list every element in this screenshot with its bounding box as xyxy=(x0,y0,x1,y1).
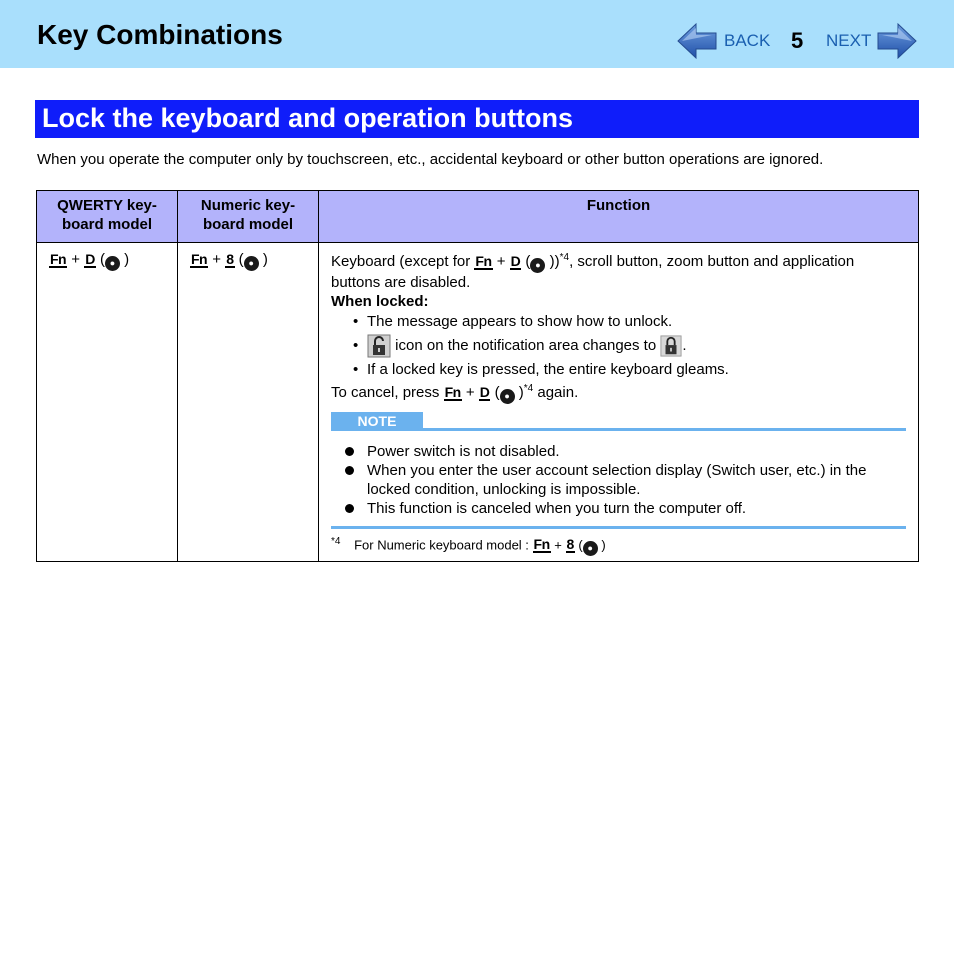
lock-icon: ● xyxy=(530,258,545,273)
locked-bullet-list xyxy=(331,312,906,379)
list-item: Power switch is not disabled. xyxy=(345,442,906,461)
lock-icon: ● xyxy=(105,256,120,271)
key-combination-table xyxy=(36,190,919,562)
when-locked-heading: When locked: xyxy=(331,293,429,310)
list-item: • If a locked key is pressed, the entire keyboard gleams. xyxy=(353,361,729,378)
next-link[interactable]: NEXT xyxy=(826,31,872,50)
fn-key: Fn xyxy=(444,384,461,400)
lock-icon: ● xyxy=(583,541,598,556)
next-arrow-icon[interactable] xyxy=(876,22,918,60)
note-bottom-divider xyxy=(331,526,906,529)
fn-key: Fn xyxy=(191,251,208,267)
note-label: NOTE xyxy=(331,412,423,431)
fn-key: Fn xyxy=(50,251,67,267)
keyboard-unlocked-icon xyxy=(367,334,391,358)
qwerty-combo: Fn + D ( ● ) xyxy=(37,243,178,562)
section-heading-bar xyxy=(35,100,919,138)
fn-key: Fn xyxy=(475,253,492,269)
page-title: Key Combinations xyxy=(37,19,283,50)
eight-key: 8 xyxy=(566,536,574,553)
lock-icon: ● xyxy=(500,389,515,404)
note-header xyxy=(331,412,906,442)
section-title: Lock the keyboard and operation buttons xyxy=(42,103,574,133)
header-qwerty: QWERTY key- board model xyxy=(37,191,178,243)
function-description: Keyboard (except for Fn + D ( ● ))$^{*4}$, scroll button, zoom button and application buttons are disabled. xyxy=(331,252,855,291)
header-numeric: Numeric key- board model xyxy=(178,191,319,243)
table-row xyxy=(37,243,919,562)
d-key: D xyxy=(85,251,95,267)
table-header-row xyxy=(37,191,919,243)
numeric-combo: Fn + 8 ( ● ) xyxy=(178,243,319,562)
page-header xyxy=(0,0,954,68)
cancel-instruction: To cancel, press Fn + D ( ● )$^{*4}$ again. xyxy=(331,383,906,404)
header-function: Function xyxy=(319,191,919,243)
list-item: • The message appears to show how to unlock. xyxy=(353,313,673,330)
note-divider xyxy=(423,428,906,431)
intro-text: When you operate the computer only by touchscreen, etc., accidental keyboard or other button operations are ignored. xyxy=(37,151,824,168)
footnote: $^{*4}$ For Numeric keyboard model : Fn + 8 ( ● ) xyxy=(331,533,906,561)
lock-icon: ● xyxy=(244,256,259,271)
function-cell xyxy=(319,243,919,562)
back-link[interactable]: BACK xyxy=(724,31,771,50)
list-item: • icon on the notification area changes to . xyxy=(353,333,906,359)
list-item: This function is canceled when you turn the computer off. xyxy=(345,499,906,518)
fn-key: Fn xyxy=(533,536,550,553)
note-list xyxy=(331,442,906,518)
page-number: 5 xyxy=(791,28,804,53)
list-item: When you enter the user account selection display (Switch user, etc.) in the locked condition, unlocking is impossible. xyxy=(345,461,906,499)
keyboard-locked-icon xyxy=(660,335,682,357)
back-arrow-icon[interactable] xyxy=(676,22,718,60)
d-key: D xyxy=(510,253,521,269)
d-key: D xyxy=(479,384,490,400)
eight-key: 8 xyxy=(226,251,234,267)
